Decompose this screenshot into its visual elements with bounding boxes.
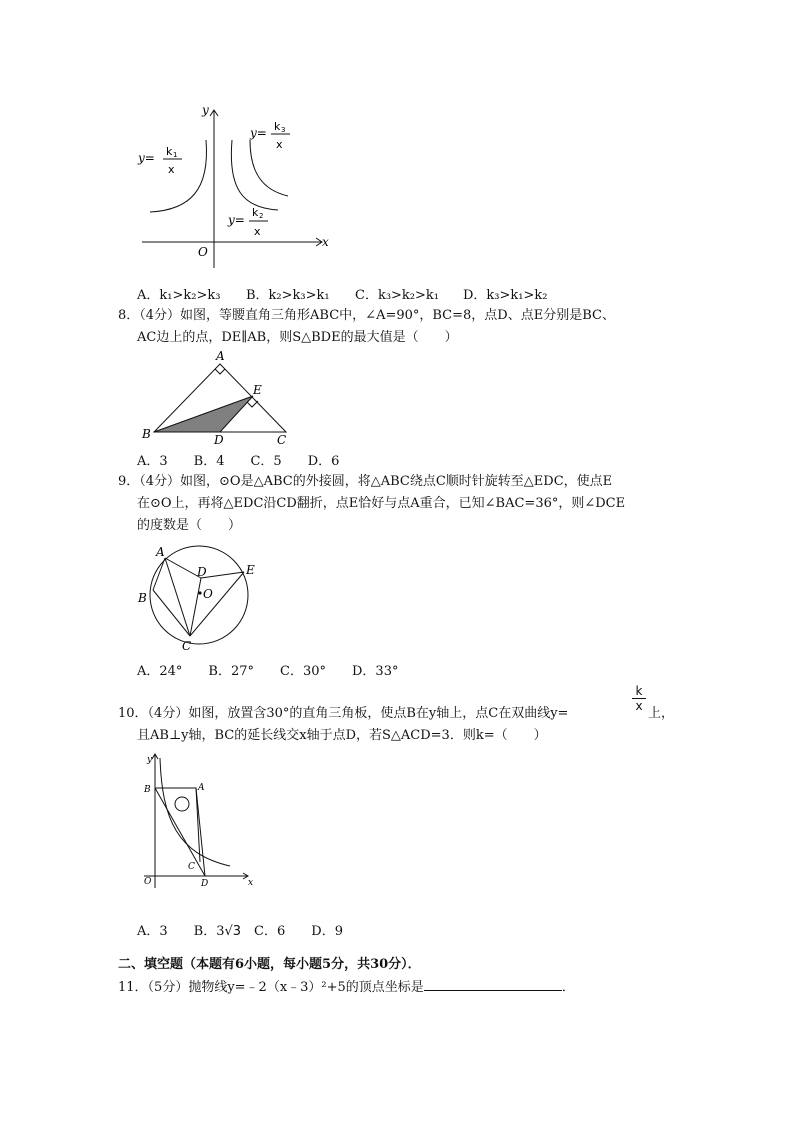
q9-stem-line2: 在⊙O上，再将△EDC沿CD翻折，点E恰好与点A重合，已知∠BAC=36°，则∠DCE — [137, 496, 626, 511]
label-c: C — [188, 862, 195, 872]
q7-option-a: A．k₁>k₂>k₃ — [137, 288, 221, 303]
q9-stem-line1: 9．（4分）如图，⊙O是△ABC的外接圆，将△ABC绕点C顺时针旋转至△EDC，使点E — [118, 474, 613, 489]
eq2-num-sub: 2 — [259, 212, 264, 220]
q10-stem-line1: 10．（4分）如图，放置含30°的直角三角板，使点B在y轴上，点C在双曲线y= — [118, 706, 569, 721]
label-d: D — [201, 879, 209, 889]
q10-sqrt3: √3 — [224, 924, 242, 939]
q7-option-b: B．k₂>k₃>k₁ — [246, 288, 330, 303]
q8-options: A．3 B．4 C．5 D．6 — [137, 454, 340, 469]
q11-answer-blank — [424, 978, 562, 991]
label-d: D — [214, 433, 224, 447]
q10-options-ab: A．3 B．3 — [137, 924, 225, 939]
q11-stem — [118, 978, 575, 996]
label-c: C — [277, 433, 287, 447]
x-axis-label: x — [322, 235, 329, 249]
q10-options-cd: C．6 D．9 — [241, 924, 343, 939]
eq3-prefix: y= — [250, 126, 267, 140]
y-axis-label: y — [202, 103, 209, 117]
q11-text: 11．（5分）抛物线y=﹣2（x﹣3）²+5的顶点坐标是 — [118, 980, 424, 995]
center-point — [198, 591, 201, 594]
label-d: D — [197, 565, 207, 579]
label-y: y — [147, 755, 153, 765]
hole-circle — [175, 797, 189, 811]
label-a: A — [198, 783, 205, 793]
q9-circle-figure — [132, 540, 267, 655]
q10-frac-den: x — [632, 698, 646, 713]
label-e: E — [253, 383, 262, 397]
curve-k2 — [231, 140, 278, 210]
section2-title: 二、填空题（本题有6小题，每小题5分，共30分）． — [118, 957, 421, 972]
right-angle-mark-a — [215, 369, 225, 374]
eq1-num-sub: 1 — [173, 151, 178, 159]
q9-stem-line3: 的度数是（ ） — [137, 518, 242, 533]
eq1-den: x — [168, 163, 175, 176]
eq3-num-sub: 3 — [281, 126, 286, 134]
label-b: B — [138, 591, 147, 605]
q10-frac-num: k — [635, 684, 643, 698]
hyperbola — [160, 758, 230, 866]
eq1-num: k — [166, 145, 173, 158]
eq1-prefix: y= — [138, 151, 155, 165]
q10-options — [137, 924, 343, 940]
origin-label: O — [198, 245, 208, 259]
q11-end: ． — [561, 980, 575, 995]
label-x: x — [248, 878, 254, 888]
q10-stem-line2: 且AB⊥y轴，BC的延长线交x轴于点D，若S△ACD=3．则k=（ ） — [137, 728, 547, 743]
label-c: C — [182, 639, 192, 653]
label-e: E — [246, 563, 255, 577]
eq3-den: x — [276, 138, 283, 151]
q8-triangle-figure — [136, 346, 306, 452]
q10-setsquare-figure — [138, 750, 263, 892]
q7-option-c: C．k₃>k₂>k₁ — [355, 288, 439, 303]
eq2-prefix: y= — [228, 213, 245, 227]
q7-option-d: D．k₃>k₁>k₂ — [463, 288, 548, 303]
curve-k1 — [150, 140, 207, 212]
shaded-triangle-bde — [154, 396, 253, 432]
label-a: A — [216, 349, 225, 363]
seg-bc — [153, 590, 190, 636]
seg-de — [201, 572, 244, 578]
q9-options: A．24° B．27° C．30° D．33° — [137, 664, 399, 679]
eq3-num: k — [274, 120, 281, 133]
q10-stem-line1-end: 上， — [648, 706, 675, 721]
q10-k-over-x — [632, 684, 646, 713]
circle-o — [150, 546, 248, 644]
label-a: A — [156, 545, 165, 559]
eq2-den: x — [254, 225, 261, 238]
q8-stem-line1: 8．（4分）如图，等腰直角三角形ABC中，∠A=90°，BC=8，点D、点E分别是BC、 — [118, 308, 615, 323]
seg-dc — [190, 578, 201, 636]
q8-stem-line2: AC边上的点，DE∥AB，则S△BDE的最大值是（ ） — [137, 330, 458, 345]
label-o: O — [203, 587, 213, 601]
seg-ec — [190, 572, 244, 636]
label-b: B — [144, 785, 151, 795]
eq2-num: k — [252, 206, 259, 219]
q7-hyperbola-figure — [130, 98, 340, 268]
label-b: B — [142, 427, 151, 441]
label-o: O — [144, 877, 152, 887]
